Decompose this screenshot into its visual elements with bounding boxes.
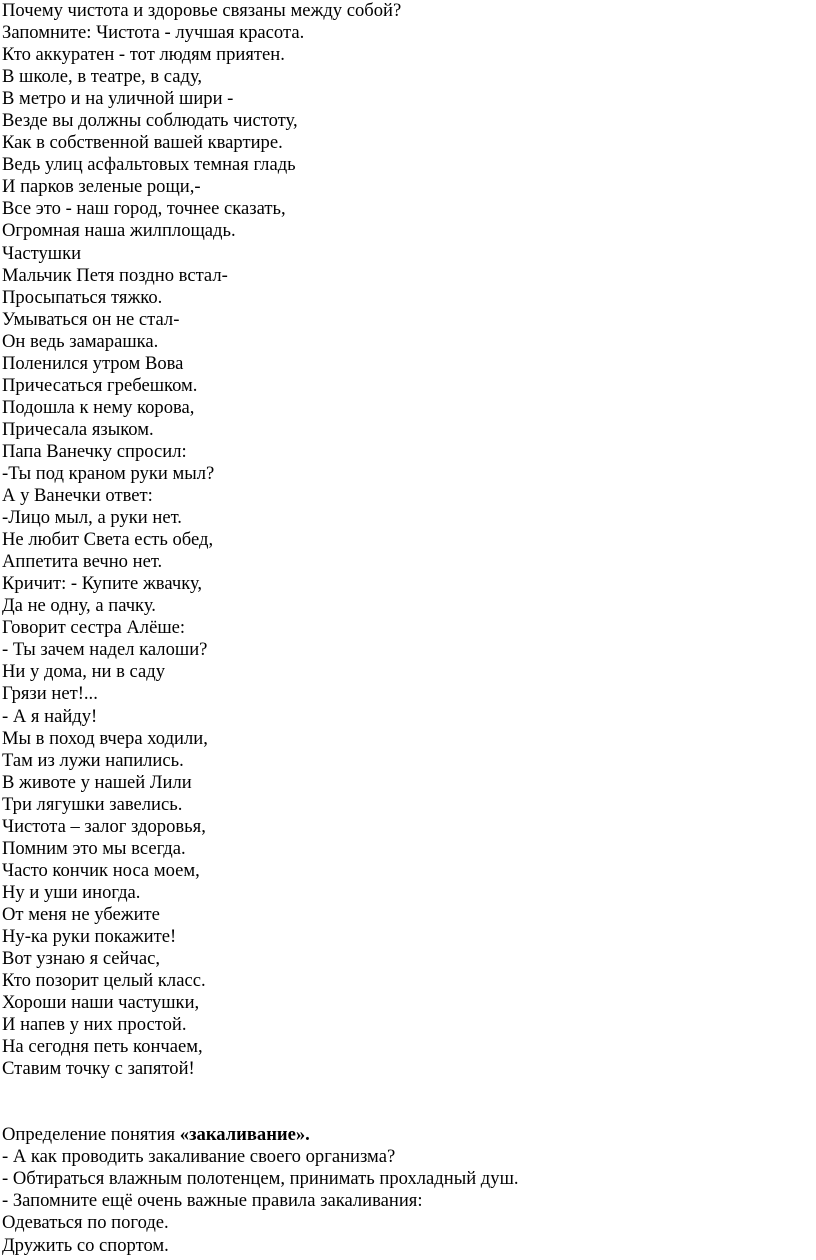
- text-line: И парков зеленые рощи,-: [2, 176, 201, 198]
- text-line: -Ты под краном руки мыл?: [2, 462, 215, 484]
- text-line: Помним это мы всегда.: [2, 837, 186, 859]
- text-line: Дружить со спортом.: [2, 1234, 169, 1256]
- text-line: Мальчик Петя поздно встал-: [2, 264, 228, 286]
- text-line: Говорит сестра Алёше:: [2, 617, 186, 639]
- text-line: Три лягушки завелись.: [2, 793, 183, 815]
- text-line: В животе у нашей Лили: [2, 771, 192, 793]
- text-line: А у Ванечки ответ:: [2, 485, 153, 507]
- text-line: В школе, в театре, в саду,: [2, 66, 203, 88]
- text-line: Умываться он не стал-: [2, 308, 180, 330]
- text-line: Просыпаться тяжко.: [2, 286, 163, 308]
- text-line: Ну и уши иногда.: [2, 881, 141, 903]
- text-line: Не любит Света есть обед,: [2, 529, 214, 551]
- definition-heading: [2, 1124, 816, 1146]
- text-line: Одеваться по погоде.: [2, 1212, 169, 1234]
- definition-block: [2, 1124, 816, 1256]
- text-line: - А я найду!: [2, 705, 98, 727]
- text-line: Хороши наши частушки,: [2, 992, 200, 1014]
- text-line: Грязи нет!...: [2, 683, 98, 705]
- blank-space: [2, 1080, 816, 1124]
- text-line: Мы в поход вчера ходили,: [2, 727, 208, 749]
- text-line: Запомните: Чистота - лучшая красота.: [2, 22, 305, 44]
- text-line: Как в собственной вашей квартире.: [2, 132, 283, 154]
- text-line: Ну-ка руки покажите!: [2, 925, 177, 947]
- text-line: Он ведь замарашка.: [2, 330, 159, 352]
- text-line: Причесала языком.: [2, 418, 154, 440]
- definition-term: «закаливание».: [179, 1124, 310, 1146]
- text-line: Папа Ванечку спросил:: [2, 440, 187, 462]
- text-line: Там из лужи напились.: [2, 749, 184, 771]
- text-line: В метро и на уличной шири -: [2, 88, 234, 110]
- text-line: Кричит: - Купите жвачку,: [2, 573, 203, 595]
- text-line: - А как проводить закаливание своего организма?: [2, 1146, 396, 1168]
- text-line: Кто аккуратен - тот людям приятен.: [2, 44, 285, 66]
- text-line: Кто позорит целый класс.: [2, 970, 206, 992]
- text-line: Почему чистота и здоровье связаны между собой?: [2, 0, 402, 21]
- text-line: Все это - наш город, точнее сказать,: [2, 198, 286, 220]
- text-line: - Ты зачем надел калоши?: [2, 639, 208, 661]
- text-line: - Обтираться влажным полотенцем, принимать прохладный душ.: [2, 1168, 519, 1190]
- text-line: Вот узнаю я сейчас,: [2, 948, 161, 970]
- text-line: Подошла к нему корова,: [2, 396, 195, 418]
- text-line: От меня не убежите: [2, 903, 160, 925]
- text-line: Ставим точку с запятой!: [2, 1058, 195, 1080]
- text-line: - Запомните ещё очень важные правила закаливания:: [2, 1190, 423, 1212]
- text-line: Поленился утром Вова: [2, 352, 184, 374]
- section-heading: Частушки: [2, 242, 82, 264]
- text-line: Ведь улиц асфальтовых темная гладь: [2, 154, 296, 176]
- text-line: Часто кончик носа моем,: [2, 859, 200, 881]
- text-line: И напев у них простой.: [2, 1014, 187, 1036]
- text-line: Да не одну, а пачку.: [2, 595, 156, 617]
- text-line: -Лицо мыл, а руки нет.: [2, 507, 182, 529]
- text-line: Огромная наша жилплощадь.: [2, 220, 236, 242]
- definition-prefix: Определение понятия: [2, 1124, 180, 1146]
- text-line: Везде вы должны соблюдать чистоту,: [2, 110, 298, 132]
- text-line: Ни у дома, ни в саду: [2, 661, 166, 683]
- text-line: На сегодня петь кончаем,: [2, 1036, 203, 1058]
- poem-block: [2, 0, 816, 1080]
- text-line: Аппетита вечно нет.: [2, 551, 163, 573]
- text-line: Чистота – залог здоровья,: [2, 815, 206, 837]
- text-line: Причесаться гребешком.: [2, 374, 198, 396]
